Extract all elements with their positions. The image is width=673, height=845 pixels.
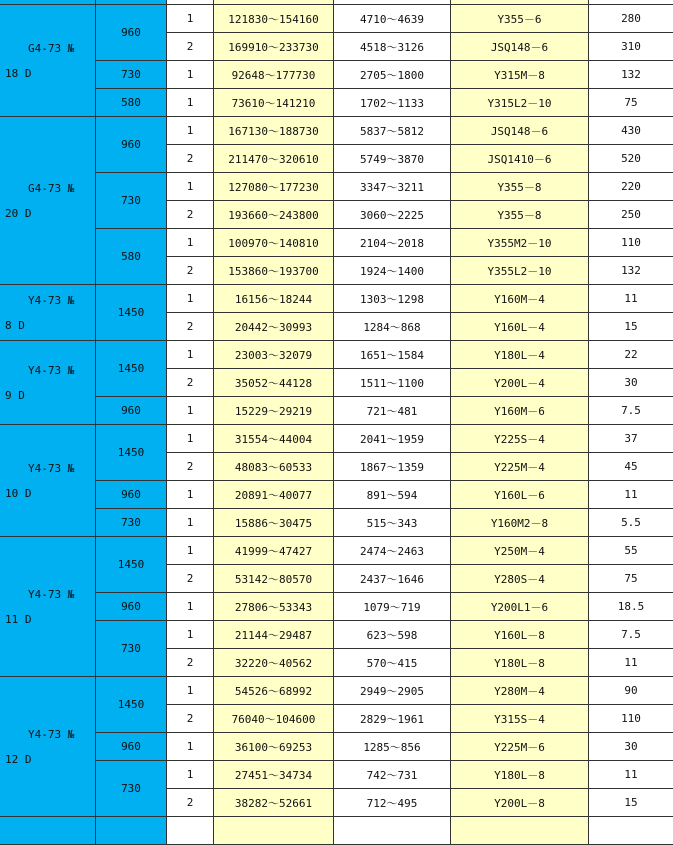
motor-cell: Y225M－6 [450,732,589,761]
motor-cell: Y355M2－10 [450,228,589,257]
fan-model-cell [0,4,96,117]
flow-cell: 27451～34734 [213,760,334,789]
motor-cell: Y180L－4 [450,340,589,369]
motor-cell: JSQ148－6 [450,32,589,61]
power-cell: 15 [588,788,673,817]
power-cell: 30 [588,368,673,397]
pressure-cell: 5837～5812 [333,116,451,145]
power-cell: 250 [588,200,673,229]
motor-cell: Y355－6 [450,4,589,33]
flow-cell: 20442～30993 [213,312,334,341]
pressure-cell: 515～343 [333,508,451,537]
pressure-cell: 1079～719 [333,592,451,621]
speed-cell: 960 [95,4,167,61]
flow-cell: 92648～177730 [213,60,334,89]
fan-model-cell [0,340,96,425]
motor-cell: Y160M－6 [450,396,589,425]
speed-cell: 580 [95,88,167,117]
motor-cell: Y280M－4 [450,676,589,705]
row-number-cell: 2 [166,452,214,481]
motor-cell: Y160L－8 [450,620,589,649]
power-cell: 11 [588,648,673,677]
flow-cell: 15886～30475 [213,508,334,537]
pressure-cell: 2829～1961 [333,704,451,733]
motor-cell: Y355L2－10 [450,256,589,285]
pressure-cell: 721～481 [333,396,451,425]
power-cell: 75 [588,564,673,593]
power-cell: 22 [588,340,673,369]
power-cell: 15 [588,312,673,341]
row-number-cell: 1 [166,732,214,761]
pressure-cell: 4518～3126 [333,32,451,61]
row-number-cell: 2 [166,368,214,397]
fan-model-size: 9 D [5,388,25,402]
speed-cell: 1450 [95,424,167,481]
flow-cell: 31554～44004 [213,424,334,453]
row-number-cell: 1 [166,480,214,509]
motor-cell: JSQ1410－6 [450,144,589,173]
pressure-cell: 891～594 [333,480,451,509]
row-number-cell: 2 [166,648,214,677]
pressure-cell: 1867～1359 [333,452,451,481]
row-number-cell: 1 [166,396,214,425]
power-cell: 220 [588,172,673,201]
pressure-cell: 712～495 [333,788,451,817]
table-row-clipped-bottom [95,816,167,845]
pressure-cell: 1285～856 [333,732,451,761]
power-cell: 280 [588,4,673,33]
fan-model-size: 12 D [5,752,32,766]
fan-model-size: 11 D [5,612,32,626]
fan-model-name: Y4-73 № [28,587,75,601]
pressure-cell: 2474～2463 [333,536,451,565]
motor-cell: Y315M－8 [450,60,589,89]
motor-cell: Y355－8 [450,200,589,229]
speed-cell: 730 [95,760,167,817]
flow-cell: 127080～177230 [213,172,334,201]
row-number-cell: 1 [166,536,214,565]
table-row-clipped-bottom [213,816,334,845]
row-number-cell: 1 [166,676,214,705]
pressure-cell: 1702～1133 [333,88,451,117]
flow-cell: 53142～80570 [213,564,334,593]
fan-model-name: Y4-73 № [28,363,75,377]
fan-model-cell [0,536,96,677]
flow-cell: 169910～233730 [213,32,334,61]
flow-cell: 16156～18244 [213,284,334,313]
speed-cell: 580 [95,228,167,285]
table-row-clipped-bottom [450,816,589,845]
pressure-cell: 2705～1800 [333,60,451,89]
flow-cell: 73610～141210 [213,88,334,117]
motor-cell: Y225M－4 [450,452,589,481]
flow-cell: 36100～69253 [213,732,334,761]
row-number-cell: 2 [166,144,214,173]
pressure-cell: 1284～868 [333,312,451,341]
motor-cell: JSQ148－6 [450,116,589,145]
motor-cell: Y200L－8 [450,788,589,817]
row-number-cell: 1 [166,172,214,201]
speed-cell: 730 [95,60,167,89]
flow-cell: 21144～29487 [213,620,334,649]
row-number-cell: 1 [166,228,214,257]
motor-cell: Y160M2－8 [450,508,589,537]
fan-model-size: 10 D [5,486,32,500]
power-cell: 45 [588,452,673,481]
row-number-cell: 1 [166,760,214,789]
pressure-cell: 3060～2225 [333,200,451,229]
speed-cell: 960 [95,396,167,425]
flow-cell: 15229～29219 [213,396,334,425]
flow-cell: 27806～53343 [213,592,334,621]
power-cell: 90 [588,676,673,705]
speed-cell: 1450 [95,284,167,341]
motor-cell: Y280S－4 [450,564,589,593]
power-cell: 55 [588,536,673,565]
fan-model-cell [0,116,96,285]
power-cell: 11 [588,760,673,789]
fan-model-name: G4-73 № [28,181,75,195]
fan-model-name: G4-73 № [28,41,75,55]
pressure-cell: 2041～1959 [333,424,451,453]
power-cell: 5.5 [588,508,673,537]
flow-cell: 23003～32079 [213,340,334,369]
pressure-cell: 570～415 [333,648,451,677]
flow-cell: 48083～60533 [213,452,334,481]
pressure-cell: 1303～1298 [333,284,451,313]
row-number-cell: 2 [166,200,214,229]
motor-cell: Y250M－4 [450,536,589,565]
fan-model-name: Y4-73 № [28,727,75,741]
flow-cell: 54526～68992 [213,676,334,705]
power-cell: 110 [588,228,673,257]
flow-cell: 167130～188730 [213,116,334,145]
fan-model-size: 8 D [5,318,25,332]
speed-cell: 1450 [95,676,167,733]
flow-cell: 193660～243800 [213,200,334,229]
power-cell: 37 [588,424,673,453]
flow-cell: 211470～320610 [213,144,334,173]
flow-cell: 20891～40077 [213,480,334,509]
fan-model-cell [0,284,96,341]
motor-cell: Y160L－4 [450,312,589,341]
flow-cell: 100970～140810 [213,228,334,257]
power-cell: 11 [588,480,673,509]
table-row-clipped-bottom [166,816,214,845]
row-number-cell: 2 [166,788,214,817]
row-number-cell: 2 [166,704,214,733]
table-row-clipped-bottom [0,816,96,845]
row-number-cell: 1 [166,592,214,621]
table-row-clipped-bottom [588,816,673,845]
fan-model-size: 18 D [5,66,32,80]
row-number-cell: 1 [166,508,214,537]
speed-cell: 730 [95,508,167,537]
power-cell: 18.5 [588,592,673,621]
speed-cell: 1450 [95,340,167,397]
fan-model-size: 20 D [5,206,32,220]
pressure-cell: 5749～3870 [333,144,451,173]
motor-cell: Y315L2－10 [450,88,589,117]
power-cell: 310 [588,32,673,61]
speed-cell: 1450 [95,536,167,593]
table-row-clipped-bottom [333,816,451,845]
row-number-cell: 1 [166,284,214,313]
motor-cell: Y200L1－6 [450,592,589,621]
power-cell: 132 [588,256,673,285]
power-cell: 520 [588,144,673,173]
speed-cell: 730 [95,172,167,229]
motor-cell: Y180L－8 [450,760,589,789]
pressure-cell: 2104～2018 [333,228,451,257]
row-number-cell: 1 [166,116,214,145]
row-number-cell: 1 [166,60,214,89]
flow-cell: 121830～154160 [213,4,334,33]
row-number-cell: 2 [166,564,214,593]
pressure-cell: 742～731 [333,760,451,789]
power-cell: 132 [588,60,673,89]
speed-cell: 730 [95,620,167,677]
fan-model-name: Y4-73 № [28,461,75,475]
power-cell: 75 [588,88,673,117]
row-number-cell: 1 [166,620,214,649]
motor-cell: Y225S－4 [450,424,589,453]
power-cell: 7.5 [588,396,673,425]
power-cell: 11 [588,284,673,313]
row-number-cell: 2 [166,312,214,341]
pressure-cell: 4710～4639 [333,4,451,33]
flow-cell: 76040～104600 [213,704,334,733]
flow-cell: 38282～52661 [213,788,334,817]
pressure-cell: 1651～1584 [333,340,451,369]
pressure-cell: 3347～3211 [333,172,451,201]
motor-cell: Y160M－4 [450,284,589,313]
row-number-cell: 1 [166,424,214,453]
power-cell: 430 [588,116,673,145]
fan-model-cell [0,424,96,537]
speed-cell: 960 [95,732,167,761]
power-cell: 7.5 [588,620,673,649]
motor-cell: Y355－8 [450,172,589,201]
row-number-cell: 2 [166,256,214,285]
motor-cell: Y180L－8 [450,648,589,677]
power-cell: 30 [588,732,673,761]
power-cell: 110 [588,704,673,733]
flow-cell: 32220～40562 [213,648,334,677]
flow-cell: 35052～44128 [213,368,334,397]
pressure-cell: 2949～2905 [333,676,451,705]
row-number-cell: 1 [166,340,214,369]
pressure-cell: 623～598 [333,620,451,649]
fan-model-name: Y4-73 № [28,293,75,307]
speed-cell: 960 [95,592,167,621]
flow-cell: 41999～47427 [213,536,334,565]
flow-cell: 153860～193700 [213,256,334,285]
fan-model-cell [0,676,96,817]
motor-cell: Y200L－4 [450,368,589,397]
motor-cell: Y160L－6 [450,480,589,509]
pressure-cell: 1511～1100 [333,368,451,397]
pressure-cell: 2437～1646 [333,564,451,593]
row-number-cell: 2 [166,32,214,61]
motor-cell: Y315S－4 [450,704,589,733]
pressure-cell: 1924～1400 [333,256,451,285]
speed-cell: 960 [95,116,167,173]
row-number-cell: 1 [166,4,214,33]
speed-cell: 960 [95,480,167,509]
row-number-cell: 1 [166,88,214,117]
